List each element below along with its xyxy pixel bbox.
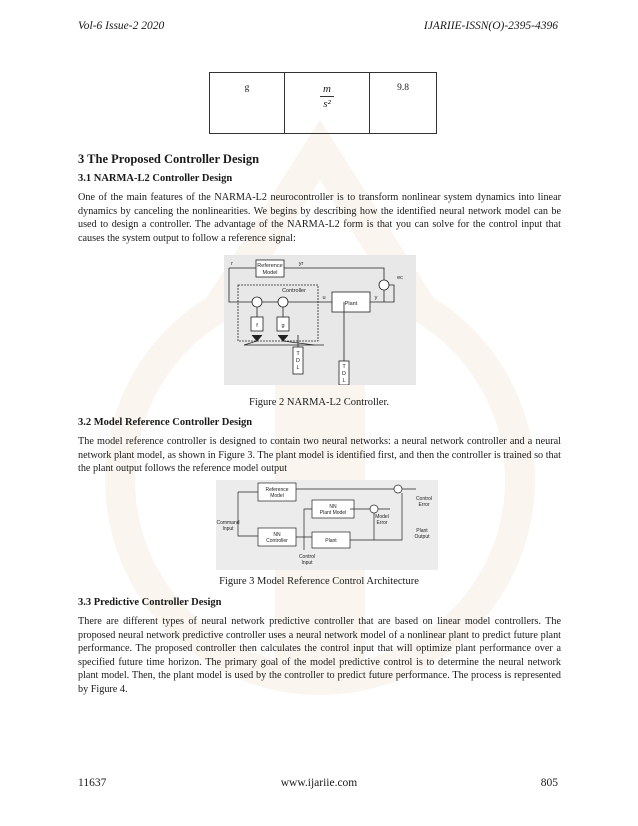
table-row bbox=[210, 73, 437, 134]
figure-3-caption: Figure 3 Model Reference Control Architecture bbox=[219, 576, 419, 587]
fig2-label-plant: Plant bbox=[344, 301, 358, 307]
figure-2-caption: Figure 2 NARMA-L2 Controller. bbox=[249, 397, 389, 408]
figure-narma-l2-diagram bbox=[224, 255, 416, 385]
fig3-label-plant: Plant bbox=[325, 538, 337, 544]
fig2-label-reference: Reference bbox=[257, 263, 283, 269]
summing-junction bbox=[252, 297, 262, 307]
paragraph-narma: One of the main features of the NARMA-L2 neurocontroller is to transform nonlinear system dynamics into linear dynamics by canceling the nonlinearities. We begins by describing how the identified neural network model can be used to design a controller. The advantage of the NARMA-L2 form is that you can solve for the control input that causes the system output to follow a reference signal: bbox=[78, 192, 561, 244]
footer-page-number: 805 bbox=[540, 777, 558, 789]
fig3-label-control-input-2: Input bbox=[301, 560, 313, 566]
fig2-label-u: u bbox=[322, 295, 326, 301]
fig2-label-tdl1-l: L bbox=[296, 365, 300, 371]
fig2-label-f: f bbox=[256, 323, 258, 329]
fig2-label-controller: Controller bbox=[282, 288, 306, 294]
header-journal-volume: Vol-6 Issue-2 2020 bbox=[78, 20, 165, 32]
fig2-label-tdl2-t: T bbox=[342, 364, 346, 370]
fig2-label-tdl1-d: D bbox=[296, 358, 300, 364]
paragraph-predictive: There are different types of neural network predictive controller that are based on linear model controllers. The proposed neural network predictive controller uses a neural network model of a nonlinear plant to predict future plant performance. The proposed controller then calculates the control input that will optimize plant performance over a specified future time horizon. The primary goal of the model predictive control is to determine the neural network plant model. Then, the plant model is used by the controller to predict future performance. The process is represented by Figure 4. bbox=[78, 616, 561, 695]
fig3-label-plant-output-2: Output bbox=[414, 534, 430, 540]
fig3-label-reference: Reference bbox=[265, 487, 289, 493]
table-cell-unit bbox=[285, 73, 370, 134]
fig3-label-model-error-1: Model bbox=[375, 514, 389, 520]
table-cell-symbol: g bbox=[210, 73, 285, 134]
fig3-label-nn-plant-2: Plant Model bbox=[319, 510, 347, 516]
divider-junction bbox=[278, 297, 288, 307]
fig3-label-nn-ctrl-2: Controller bbox=[266, 538, 288, 544]
unit-numerator: m bbox=[320, 83, 334, 97]
fig2-label-g: g bbox=[281, 323, 285, 329]
table-cell-value: 9.8 bbox=[370, 73, 437, 134]
fig3-label-command-2: Input bbox=[222, 526, 234, 532]
footer-paper-id: 11637 bbox=[78, 777, 107, 789]
fig2-label-y: y bbox=[374, 295, 378, 301]
paragraph-model-reference: The model reference controller is designed to contain two neural networks: a neural network controller and a neural network plant model, as shown in Figure 3. The plant model is identified first, and then the controller is trained so that the plant output follows the reference model output bbox=[78, 436, 561, 475]
header-issn: IJARIIE-ISSN(O)-2395-4396 bbox=[423, 20, 558, 32]
fig3-label-nn-plant-1: NN bbox=[329, 504, 337, 510]
constants-table bbox=[209, 72, 437, 134]
fig2-label-r: r bbox=[231, 261, 233, 267]
fig3-label-control-error-1: Control bbox=[415, 496, 433, 502]
fig3-label-control-error-2: Error bbox=[418, 502, 430, 508]
fig2-label-tdl2-d: D bbox=[342, 371, 346, 377]
model-error-junction bbox=[370, 505, 378, 513]
control-error-junction bbox=[394, 485, 402, 493]
fig3-label-nn-ctrl-1: NN bbox=[273, 532, 281, 538]
unit-denominator: s² bbox=[323, 98, 331, 110]
fig2-label-tdl1-t: T bbox=[296, 351, 300, 357]
fig3-label-model: Model bbox=[270, 493, 284, 499]
subsection-heading-predictive: 3.3 Predictive Controller Design bbox=[78, 597, 222, 608]
fig3-label-model-error-2: Error bbox=[376, 520, 388, 526]
footer-website: www.ijariie.com bbox=[280, 777, 358, 789]
fig3-label-control-input-1: Control bbox=[298, 554, 316, 560]
fig2-label-yr: yr bbox=[298, 261, 304, 267]
fig2-label-model: Model bbox=[262, 270, 278, 276]
fig3-label-command-1: Command bbox=[216, 520, 240, 526]
fig2-label-tdl2-l: L bbox=[342, 378, 346, 384]
subsection-heading-model-reference: 3.2 Model Reference Controller Design bbox=[78, 417, 253, 428]
output-summing-junction bbox=[379, 280, 389, 290]
figure-model-reference-diagram bbox=[216, 480, 438, 570]
unit-fraction bbox=[320, 83, 334, 110]
fig3-label-plant-output-1: Plant bbox=[416, 528, 428, 534]
figure-background bbox=[216, 480, 438, 570]
section-heading: 3 The Proposed Controller Design bbox=[78, 152, 260, 166]
fig2-label-ec: ec bbox=[397, 275, 403, 281]
subsection-heading-narma: 3.1 NARMA-L2 Controller Design bbox=[78, 173, 233, 184]
